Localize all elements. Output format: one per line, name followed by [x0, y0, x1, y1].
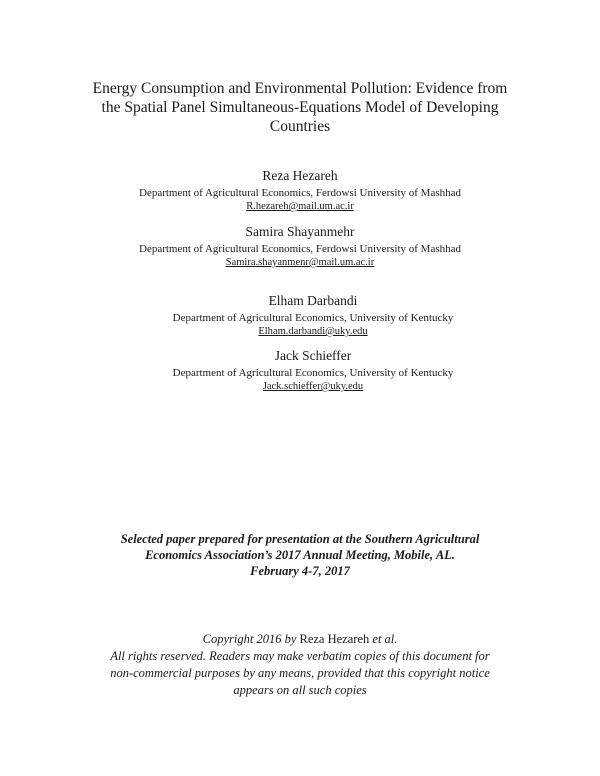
- author-email-link[interactable]: Jack.schieffer@uky.edu: [262, 381, 364, 392]
- selected-paper-line-3: February 4-7, 2017: [250, 564, 350, 578]
- copyright-line-2: All rights reserved. Readers may make verbatim copies of this document for: [110, 649, 490, 663]
- author-name: Reza Hezareh: [262, 168, 338, 183]
- copyright-line-1: [60, 631, 540, 648]
- selected-paper-line-1: Selected paper prepared for presentation at the Southern Agricultural: [120, 532, 480, 546]
- author-block-1: [60, 168, 540, 214]
- author-name: Jack Schieffer: [274, 348, 352, 363]
- copyright-prefix: Copyright 2016 by: [202, 632, 300, 646]
- copyright-suffix: et al.: [369, 632, 398, 646]
- author-email-link[interactable]: Samira.shayanmenr@mail.um.ac.ir: [225, 257, 375, 268]
- author-department: Department of Agricultural Economics, Ferdowsi University of Mashhad: [139, 187, 461, 199]
- author-department: Department of Agricultural Economics, University of Kentucky: [172, 367, 454, 379]
- copyright-line-4: appears on all such copies: [233, 683, 367, 697]
- author-department: Department of Agricultural Economics, Ferdowsi University of Mashhad: [139, 243, 461, 255]
- author-name: Elham Darbandi: [268, 293, 358, 308]
- title-line-1: Energy Consumption and Environmental Pollution: Evidence from: [92, 80, 508, 97]
- copyright-holder: Reza Hezareh: [299, 632, 370, 646]
- author-block-2: [60, 224, 540, 270]
- paper-title: [60, 79, 540, 136]
- author-name: Samira Shayanmehr: [245, 224, 355, 239]
- title-line-2: the Spatial Panel Simultaneous-Equations Model of Developing: [101, 99, 499, 116]
- author-department: Department of Agricultural Economics, University of Kentucky: [172, 312, 454, 324]
- selected-paper-line-2: Economics Association’s 2017 Annual Meeting, Mobile, AL.: [145, 548, 455, 562]
- title-line-3: Countries: [269, 118, 331, 135]
- author-block-3: [160, 293, 466, 339]
- author-block-4: [160, 348, 466, 394]
- copyright-notice: [60, 631, 540, 699]
- copyright-line-3: non-commercial purposes by any means, provided that this copyright notice: [110, 666, 490, 680]
- author-email-link[interactable]: Elham.darbandi@uky.edu: [258, 326, 368, 337]
- author-email-link[interactable]: R.hezareh@mail.um.ac.ir: [246, 201, 354, 212]
- selected-paper-note: [60, 531, 540, 579]
